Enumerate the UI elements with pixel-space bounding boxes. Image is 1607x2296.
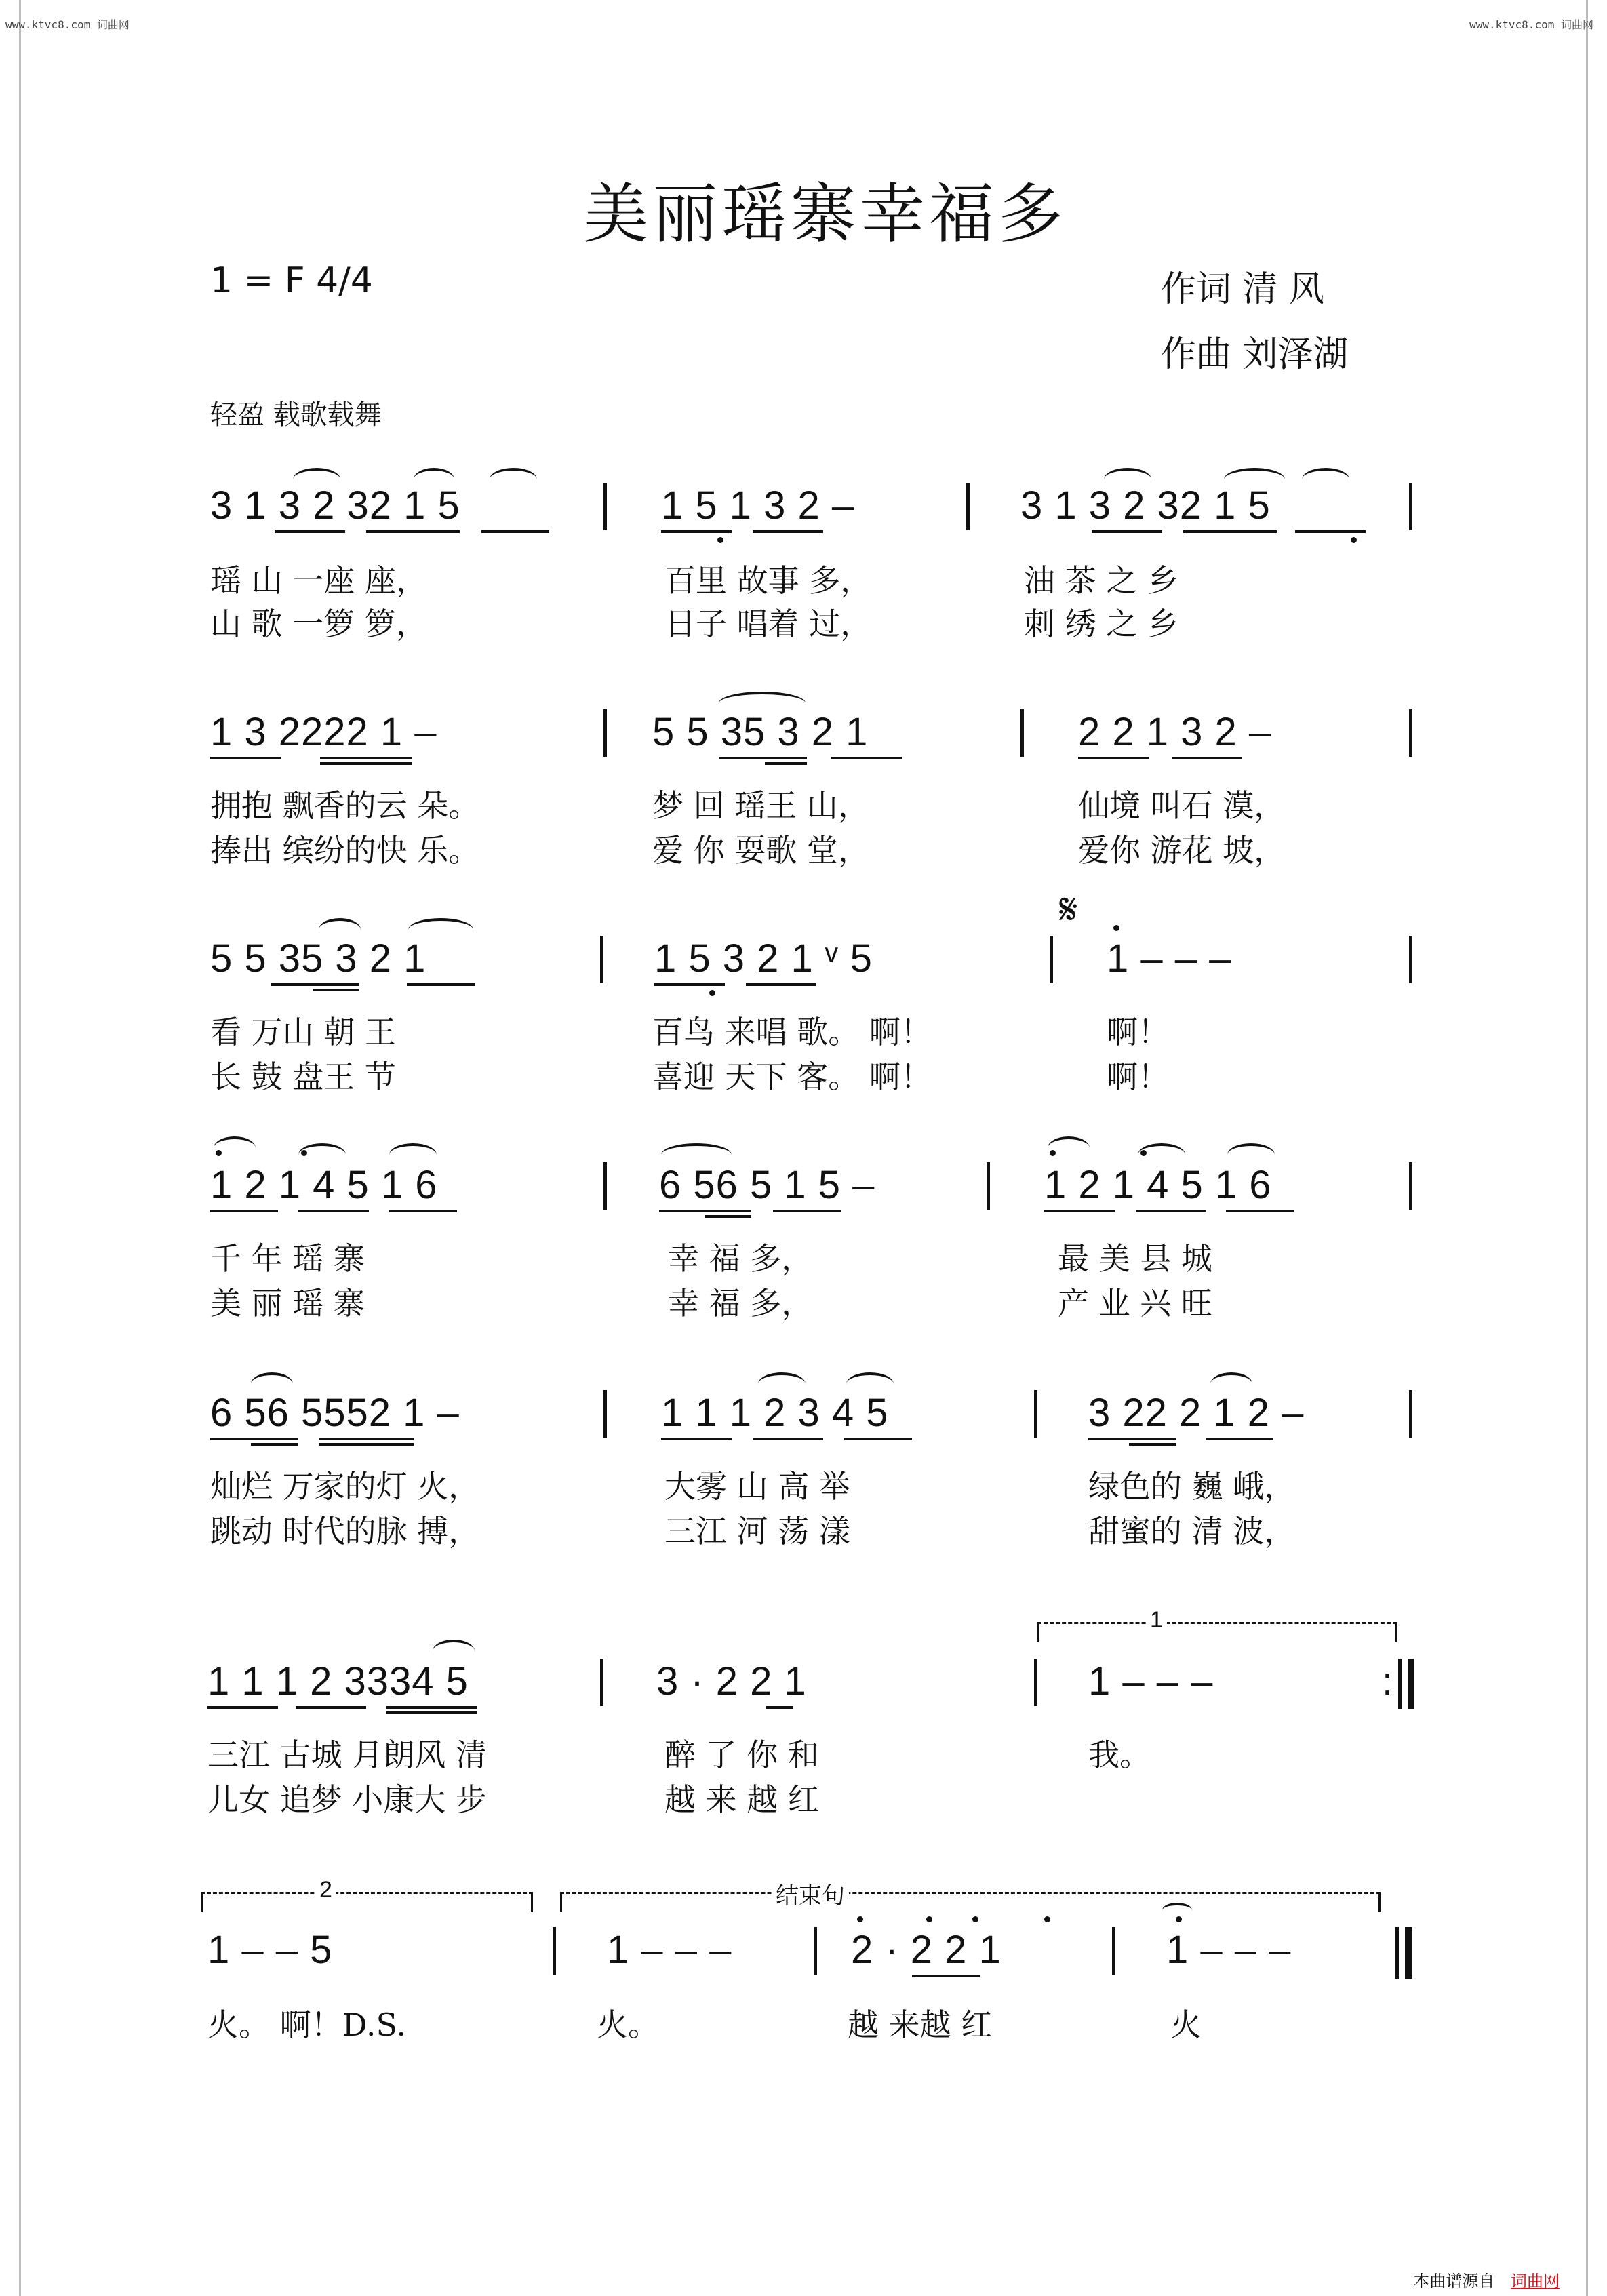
measure-notes: 5 5 35 3 2 1 [652, 710, 869, 754]
beam [366, 530, 460, 533]
beam [765, 762, 807, 765]
beam [298, 1210, 369, 1212]
bar-line [1409, 483, 1412, 530]
coda-label: 结束句 [772, 1877, 849, 1910]
measure-notes: 1 5 3 2 1 ᵛ 5 [654, 936, 873, 981]
lyric-verse-1: 火。 啊！D.S. [207, 2006, 406, 2043]
octave-dot [1044, 1916, 1050, 1922]
slur [293, 468, 340, 491]
bar-line [987, 1162, 990, 1210]
beam [1129, 1443, 1176, 1446]
bar-line [966, 483, 970, 530]
lyric-verse-2: 三江 河 荡 漾 [664, 1513, 850, 1549]
lyric-verse-2: 山 歌 一箩 箩， [210, 606, 427, 642]
bar-line [1034, 1390, 1037, 1438]
footer-site-name[interactable]: 词曲网 [1511, 2272, 1560, 2291]
bar-line [1409, 1162, 1412, 1210]
lyric-verse-1: 百鸟 来唱 歌。 啊！ [652, 1014, 932, 1050]
beam [1092, 530, 1162, 533]
slur [414, 468, 454, 491]
octave-dot [857, 1916, 863, 1922]
measure-notes: 1 – – 5 [207, 1928, 333, 1972]
bar-line [603, 1162, 607, 1210]
beam [753, 1438, 823, 1440]
beam [705, 1215, 751, 1218]
first-ending-label: 1 [1146, 1607, 1167, 1634]
key-signature: 1 = F 4/4 [210, 260, 373, 301]
lyricist-credit: 作词 清 风 [1161, 269, 1325, 310]
lyric-verse-2: 儿女 追梦 小康大 步 [207, 1781, 487, 1818]
measure-notes: 2 · 2 2 1 [851, 1928, 1001, 1972]
lyric-verse-1: 仙境 叫石 漠， [1078, 787, 1286, 824]
fermata [1162, 1903, 1192, 1918]
slur [1210, 1372, 1252, 1396]
measure-notes: 1 – – – [1107, 936, 1232, 981]
watermark-site: www.ktvc8.com [5, 18, 91, 31]
lyric-verse-1: 绿色的 巍 峨， [1088, 1468, 1296, 1505]
beam [1078, 757, 1149, 759]
measure-notes: 1 – – – [607, 1928, 732, 1972]
lyric-verse-1: 三江 古城 月朗风 清 [207, 1737, 487, 1773]
song-title: 美丽瑶寨幸福多 [583, 176, 1067, 252]
lyric-verse-1: 千 年 瑶 寨 [210, 1240, 365, 1277]
lyric-verse-1: 看 万山 朝 王 [210, 1014, 396, 1050]
beam [481, 530, 549, 533]
repeat-dots: : [1382, 1659, 1394, 1703]
beam [313, 989, 359, 991]
lyric-verse-2: 啊！ [1107, 1058, 1169, 1095]
segno-sign: 𝄋 [1059, 885, 1079, 934]
bar-line [1409, 709, 1412, 757]
lyric-verse-1: 火 [1170, 2006, 1202, 2043]
lyric-verse-2: 爱 你 耍歌 堂， [652, 832, 869, 869]
beam [746, 983, 816, 986]
beam [1044, 1210, 1115, 1212]
lyric-verse-1: 瑶 山 一座 座， [210, 562, 427, 599]
slur [1104, 468, 1151, 491]
second-ending-bracket [201, 1892, 533, 1912]
bar-line [603, 1390, 607, 1438]
lyric-verse-2: 跳动 时代的脉 搏， [210, 1513, 480, 1549]
measure-notes: 3 22 2 1 2 – [1088, 1391, 1305, 1435]
lyric-verse-1: 大雾 山 高 举 [664, 1468, 850, 1505]
lyric-verse-1: 油 茶 之 乡 [1024, 562, 1178, 599]
bar-line [1112, 1927, 1115, 1975]
bar-line [1405, 1927, 1412, 1979]
bar-line [1409, 1390, 1412, 1438]
composer-credit: 作曲 刘泽湖 [1161, 334, 1349, 375]
bar-line [1408, 1659, 1414, 1709]
slur [1138, 1143, 1185, 1166]
beam [1206, 1438, 1273, 1440]
bar-line [553, 1927, 556, 1975]
beam [210, 1210, 278, 1212]
lyric-verse-2: 美 丽 瑶 寨 [210, 1285, 365, 1322]
beam [1295, 530, 1366, 533]
first-ending-bracket [1037, 1622, 1397, 1642]
beam [389, 1210, 457, 1212]
measure-notes: 1 1 1 2 3334 5 [207, 1659, 469, 1703]
second-ending-label: 2 [315, 1877, 336, 1903]
bar-line [1409, 936, 1412, 983]
beam [271, 983, 359, 986]
bar-line [1050, 936, 1053, 983]
octave-dot [1113, 925, 1119, 931]
beam [659, 1210, 751, 1212]
beam [319, 1443, 414, 1446]
measure-notes: 1 1 1 2 3 4 5 [661, 1391, 889, 1435]
slur [433, 1640, 475, 1663]
beam [844, 1438, 912, 1440]
beam [1136, 1210, 1206, 1212]
slur [661, 1143, 732, 1166]
measure-notes: 3 · 2 2 1 [656, 1659, 807, 1703]
beam [296, 1706, 366, 1709]
measure-notes: 1 – – – [1088, 1659, 1214, 1703]
measure-notes: 1 3 2222 1 – [210, 710, 437, 754]
octave-dot [717, 537, 723, 543]
beam [719, 757, 807, 759]
slur [1048, 1136, 1090, 1160]
beam [251, 1443, 298, 1446]
beam [386, 1706, 477, 1709]
slur [846, 1372, 894, 1396]
measure-notes: 1 2 1 4 5 1 6 [1044, 1163, 1272, 1207]
beam [1183, 530, 1277, 533]
bar-line [814, 1927, 817, 1975]
lyric-verse-2: 爱你 游花 坡， [1078, 832, 1286, 869]
slur [490, 468, 537, 491]
lyric-verse-2: 长 鼓 盘王 节 [210, 1058, 396, 1095]
bar-line [1398, 1659, 1402, 1709]
bar-line [603, 483, 607, 530]
beam [661, 530, 732, 533]
bar-line [1395, 1927, 1399, 1979]
beam [210, 757, 281, 759]
lyric-verse-2: 幸 福 多， [668, 1285, 813, 1322]
lyric-verse-1: 醉 了 你 和 [664, 1737, 819, 1773]
lyric-verse-1: 百里 故事 多， [664, 562, 872, 599]
beam [319, 1438, 414, 1440]
octave-dot [972, 1916, 978, 1922]
bar-line [1020, 709, 1024, 757]
bar-line [600, 936, 603, 983]
lyric-verse-2: 越 来 越 红 [664, 1781, 819, 1818]
measure-notes: 6 56 5552 1 – [210, 1391, 460, 1435]
footer-source-text: 本曲谱源自 [1413, 2272, 1495, 2291]
slur [1224, 468, 1285, 491]
beam [654, 983, 725, 986]
bar-line [603, 709, 607, 757]
slur [1227, 1143, 1275, 1166]
lyric-verse-1: 灿烂 万家的灯 火， [210, 1468, 480, 1505]
beam [386, 1711, 477, 1714]
lyric-verse-1: 越 来越 红 [848, 2006, 993, 2043]
lyric-verse-2: 产 业 兴 旺 [1058, 1285, 1212, 1322]
measure-notes: 5 5 35 3 2 1 [210, 936, 426, 981]
beam [766, 1706, 793, 1709]
lyric-verse-2: 捧出 缤纷的快 乐。 [210, 832, 480, 869]
tempo-marking: 轻盈 载歌载舞 [210, 399, 382, 431]
lyric-verse-2: 日子 唱着 过， [664, 606, 872, 642]
slur [758, 1372, 806, 1396]
beam [407, 983, 475, 986]
footer [1413, 2268, 1560, 2291]
measure-notes: 3 1 3 2 32 1 5 [210, 483, 460, 528]
lyric-verse-2: 喜迎 天下 客。 啊！ [652, 1058, 932, 1095]
slur [389, 1143, 437, 1166]
lyric-verse-1: 幸 福 多， [668, 1240, 813, 1277]
beam [753, 530, 823, 533]
measure-notes: 6 56 5 1 5 – [659, 1163, 875, 1207]
beam [1172, 757, 1242, 759]
slur [319, 918, 361, 941]
slur [1302, 468, 1349, 491]
watermark-site: www.ktvc8.com [1469, 18, 1555, 31]
beam [773, 1210, 841, 1212]
watermark-name: 词曲网 [96, 18, 130, 31]
measure-notes: 1 5 1 3 2 – [661, 483, 855, 528]
lyric-verse-2: 刺 绣 之 乡 [1024, 606, 1178, 642]
left-border [19, 0, 21, 2296]
bar-line [600, 1659, 603, 1706]
beam [661, 1438, 732, 1440]
lyric-verse-1: 我。 [1088, 1737, 1151, 1773]
watermark-top-right [1469, 16, 1593, 32]
beam [1226, 1210, 1294, 1212]
measure-notes: 1 – – – [1166, 1928, 1292, 1972]
slur [408, 918, 473, 941]
coda-bracket [560, 1892, 1381, 1912]
beam [320, 762, 412, 765]
octave-dot [709, 990, 715, 996]
lyric-verse-2: 甜蜜的 清 波， [1088, 1513, 1296, 1549]
slur [251, 1372, 293, 1396]
measure-notes: 1 2 1 4 5 1 6 [210, 1163, 438, 1207]
lyric-verse-1: 梦 回 瑶王 山， [652, 787, 869, 824]
beam [210, 1438, 298, 1440]
slur [719, 692, 806, 715]
watermark-top-left [5, 16, 130, 32]
beam [1088, 1438, 1176, 1440]
beam [275, 530, 345, 533]
beam [320, 757, 412, 759]
lyric-verse-1: 最 美 县 城 [1058, 1240, 1212, 1277]
beam [831, 757, 902, 759]
right-border [1586, 0, 1588, 2296]
octave-dot [926, 1916, 932, 1922]
measure-notes: 3 1 3 2 32 1 5 [1020, 483, 1271, 528]
slur [214, 1136, 256, 1160]
bar-line [1034, 1659, 1037, 1706]
octave-dot [1351, 537, 1357, 543]
slur [298, 1143, 346, 1166]
beam [207, 1706, 278, 1709]
watermark-name: 词曲网 [1560, 18, 1593, 31]
lyric-verse-1: 啊！ [1107, 1014, 1169, 1050]
lyric-verse-1: 拥抱 飘香的云 朵。 [210, 787, 480, 824]
lyric-verse-1: 火。 [597, 2006, 659, 2043]
beam [912, 1975, 980, 1977]
measure-notes: 2 2 1 3 2 – [1078, 710, 1272, 754]
